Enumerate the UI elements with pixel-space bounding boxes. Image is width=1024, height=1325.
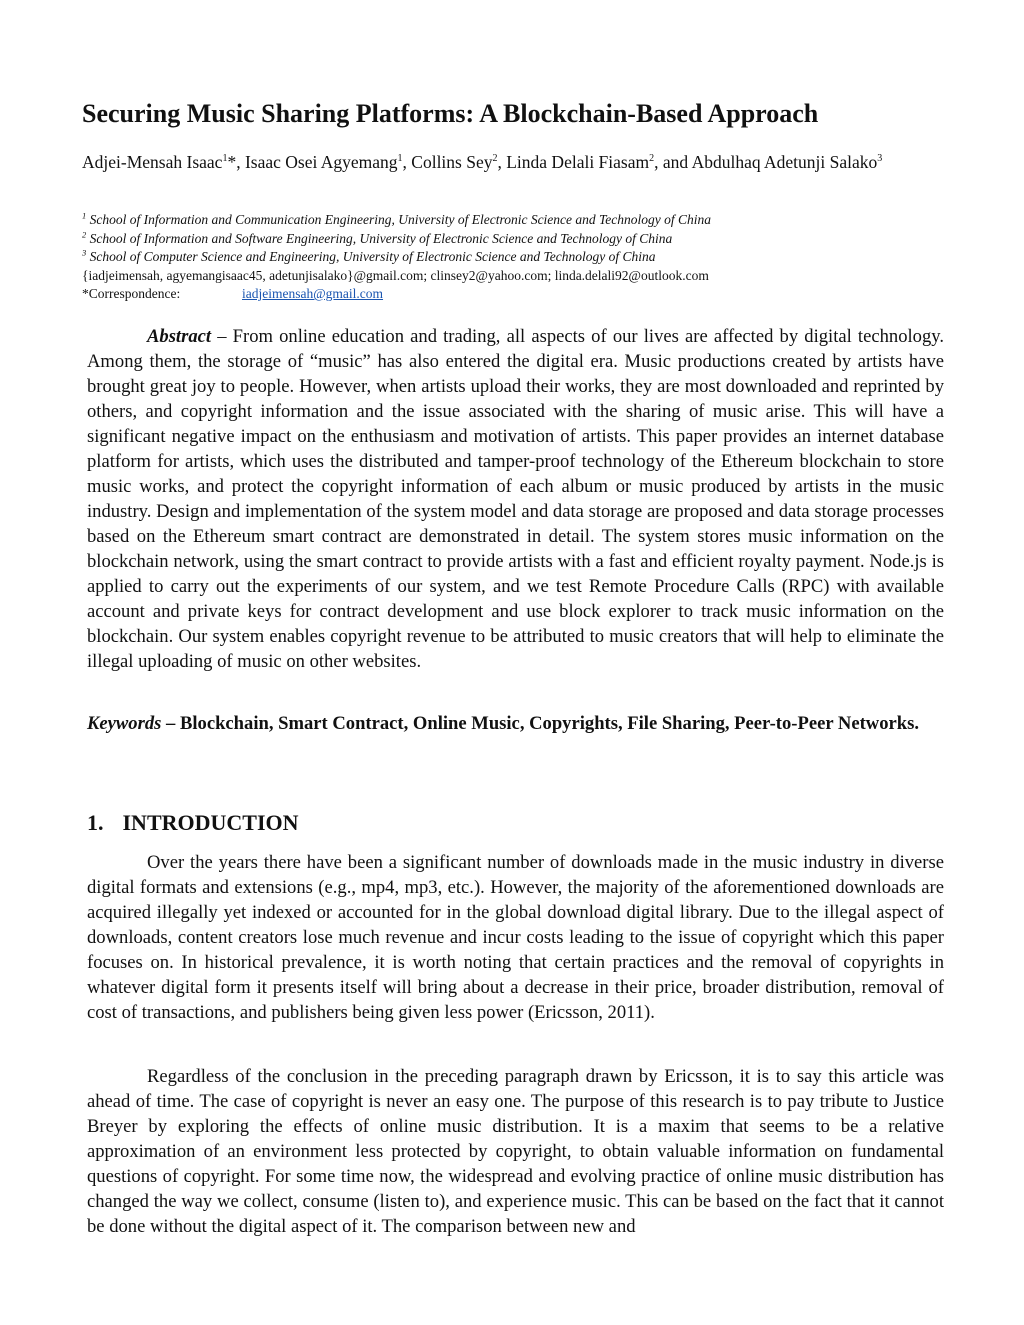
affiliation-3: $^3$ School of Computer Science and Engineering, University of Electronic Science and Technology of China [82, 247, 656, 264]
abstract: Abstract – From online education and trading, all aspects of our lives are affected by digital technology. Among them, the storage of “music” has also entered the digital era. Music productions created by artists have brought great joy to people. However, when artists upload their works, they are most downloaded and reprinted by others, and copyright information and the issue associated with the sharing of music arise. This will have a significant negative impact on the enthusiasm and motivation of artists. This paper provides an internet database platform for artists, which uses the distributed and tamper-proof technology of the Ethereum blockchain to store music works, and protect the copyright information of each album or music produced by artists in the music industry. Design and implementation of the system model and data storage are proposed and data storage processes based on the Ethereum smart contract are demonstrated in detail. The system stores music information on the blockchain network, using the smart contract to provide artists with a fast and efficient royalty payment. Node.js is applied to carry out the experiments of our system, and we test Remote Procedure Calls (RPC) with available account and private keys for contract development and use block explorer to track music information on the blockchain. Our system enables copyright revenue to be attributed to music creators that will help to eliminate the illegal uploading of music on other websites. [87, 326, 944, 672]
intro-paragraph-1: Over the years there have been a significant number of downloads made in the music industry in diverse digital formats and extensions (e.g., mp4, mp3, etc.). However, the majority of the aforementioned downloads are acquired illegally yet indexed or accounted for in the global download digital library. Due to the illegal aspect of downloads, content creators lose much revenue and incur costs leading to the issue of copyright which this paper focuses on. In historical prevalence, it is worth noting that certain practices and the removal of copyrights in whatever digital form it presents itself will bring about a decrease in their price, broader distribution, removal of cost of transactions, and publishers being given less power (Ericsson, 2011). [87, 852, 944, 1023]
section-heading-introduction [87, 808, 299, 838]
author-emails: {iadjeimensah, agyemangisaac45, adetunjisalako}@gmail.com; clinsey2@yahoo.com; linda.delali92@outlook.com [82, 267, 709, 283]
correspondence-line [82, 285, 952, 304]
section-number: 1. [87, 810, 104, 835]
section-title: INTRODUCTION [122, 810, 299, 835]
affiliation-1: $^1$ School of Information and Communication Engineering, University of Electronic Science and Technology of China [82, 210, 712, 227]
affiliations-block [82, 211, 952, 304]
abstract-label: Abstract [147, 326, 212, 347]
keywords-label: Keywords [87, 713, 162, 734]
correspondence-email-link[interactable]: iadjeimensah@gmail.com [242, 286, 384, 301]
abstract-text: From online education and trading, all aspects of our lives are affected by digital technology. Among them, the storage of “music” has also entered the digital era. Music productions created by artists have brought great joy to people. However, when artists upload their works, they are most downloaded and reprinted by others, and copyright information and the issue associated with the sharing of music arise. This will have a significant negative impact on the enthusiasm and motivation of artists. This paper provides an internet database platform for artists, which uses the distributed and tamper-proof technology of the Ethereum blockchain to store music works, and protect the copyright information of each album or music produced by artists in the music industry. Design and implementation of the system model and data storage are proposed and data storage processes based on the Ethereum smart contract are demonstrated in detail. The system stores music information on the blockchain network, using the smart contract to provide artists with a fast and efficient royalty payment. Node.js is applied to carry out the experiments of our system, and we test Remote Procedure Calls (RPC) with available account and private keys for contract development and use block explorer to track music information on the blockchain. Our system enables copyright revenue to be attributed to music creators that will help to eliminate the illegal uploading of music on other websites. [87, 326, 944, 672]
author: Abdulhaq Adetunji Salako$^3$ [691, 152, 883, 172]
author: Adjei-Mensah Isaac$^1$* [82, 152, 237, 172]
intro-paragraph-2: Regardless of the conclusion in the preceding paragraph drawn by Ericsson, it is to say this article was ahead of time. The case of copyright is never an easy one. The purpose of this research is to pay tribute to Justice Breyer by exploring the effects of online music distribution. It is a maxim that seems to be a relative approximation of an environment less protected by copyright, to obtain valuable information on fundamental questions of copyright. For some time now, the widespread and evolving practice of online music distribution has changed the way we collect, consume (listen to), and experience music. This can be based on the fact that it cannot be done without the digital aspect of it. The comparison between new and [87, 1066, 944, 1237]
keywords: Keywords – Blockchain, Smart Contract, Online Music, Copyrights, File Sharing, Peer-to-Peer Networks. [87, 713, 919, 734]
author: Isaac Osei Agyemang$^1$ [244, 152, 403, 172]
author-list: Adjei-Mensah Isaac$^1$*, Isaac Osei Agyemang$^1$, Collins Sey$^2$, Linda Delali Fiasam$^2$, and Abdulhaq Adetunji Salako$^3$ [82, 152, 883, 172]
author: Collins Sey$^2$ [411, 152, 498, 172]
keywords-text: Blockchain, Smart Contract, Online Music, Copyrights, File Sharing, Peer-to-Peer Networks. [179, 713, 919, 734]
correspondence-label: *Correspondence: [82, 286, 181, 301]
author: Linda Delali Fiasam$^2$ [506, 152, 655, 172]
affiliation-2: $^2$ School of Information and Software Engineering, University of Electronic Science and Technology of China [82, 229, 673, 246]
paper-title: Securing Music Sharing Platforms: A Blockchain-Based Approach [82, 99, 819, 128]
